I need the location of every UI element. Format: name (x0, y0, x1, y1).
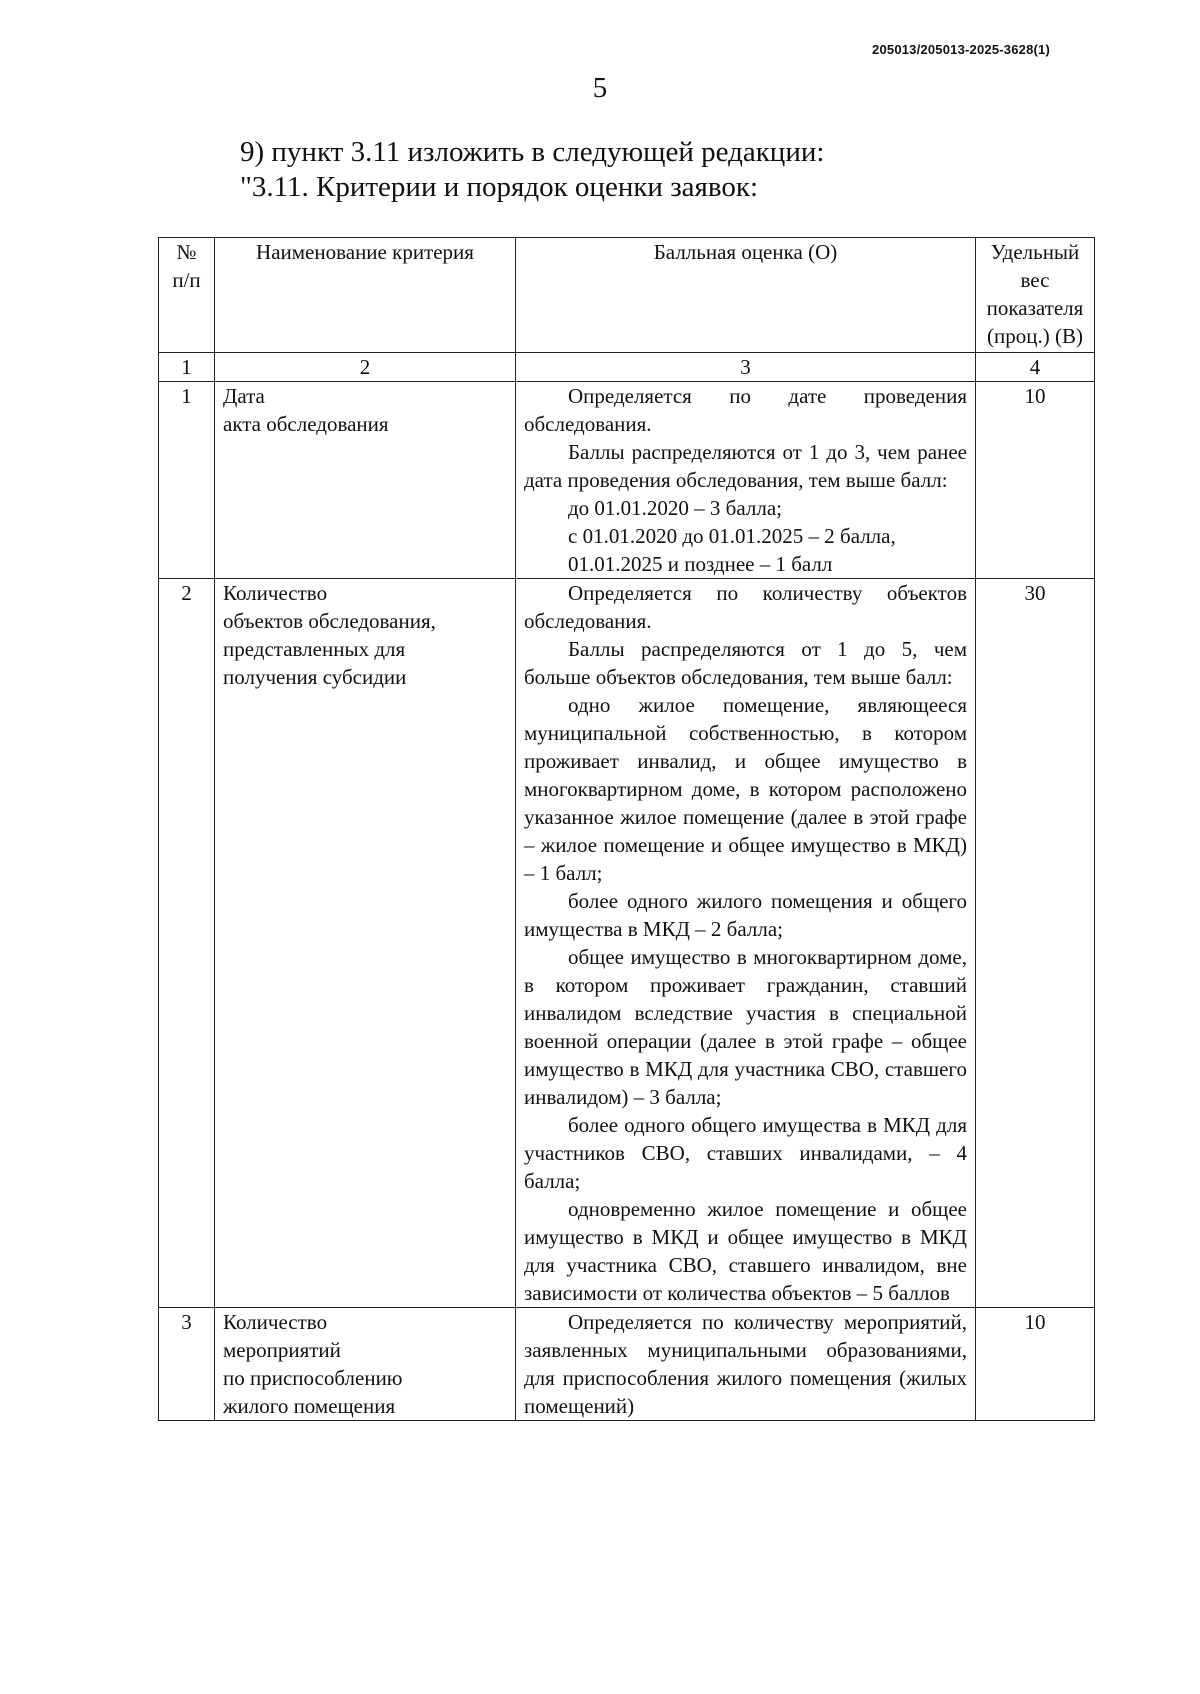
criterion-name-line: Количество (223, 581, 328, 605)
column-number: 3 (516, 353, 976, 382)
table-row (159, 579, 1095, 1308)
criterion-name-line: мероприятий (223, 1338, 341, 1362)
score-paragraph: более одного жилого помещения и общего имущества в МКД – 2 балла; (524, 889, 967, 941)
score-paragraph: одно жилое помещение, являющееся муниципальной собственностью, в котором проживает инвалид, и общее имущество в многоквартирном доме, в котором расположено указанное жилое помещение (далее в этой графе – жилое помещение и общее имущество в МКД) – 1 балл; (524, 693, 967, 885)
column-number: 2 (215, 353, 516, 382)
criterion-weight: 10 (976, 382, 1095, 579)
score-paragraph: Баллы распределяются от 1 до 5, чем больше объектов обследования, тем выше балл: (524, 637, 967, 689)
header-weight: Удельный вес показателя (проц.) (В) (976, 238, 1095, 353)
page-number: 5 (592, 72, 608, 104)
table-row (159, 382, 1095, 579)
score-paragraph: более одного общего имущества в МКД для участников СВО, ставших инвалидами, – 4 балла; (524, 1113, 967, 1193)
row-number: 3 (159, 1308, 215, 1421)
criterion-name-line: жилого помещения (223, 1394, 396, 1418)
criterion-name-line: представленных для (223, 637, 406, 661)
header-number: № п/п (159, 238, 215, 353)
criterion-score (516, 579, 976, 1308)
criterion-score (516, 1308, 976, 1421)
criterion-name (215, 382, 516, 579)
score-paragraph: Определяется по количеству мероприятий, заявленных муниципальными образованиями, для приспособления жилого помещения (жилых помещений) (524, 1310, 967, 1418)
criterion-score (516, 382, 976, 579)
criterion-name-line: объектов обследования, (223, 609, 436, 633)
criterion-name-line: получения субсидии (223, 665, 407, 689)
intro-line-2: "3.11. Критерии и порядок оценки заявок: (240, 171, 759, 203)
score-paragraph: общее имущество в многоквартирном доме, в котором проживает гражданин, ставший инвалидом вследствие участия в специальной военной операции (далее в этой графе – общее имущество в МКД для участника СВО, ставшего инвалидом) – 3 балла; (524, 945, 967, 1109)
score-paragraph: Определяется по количеству объектов обследования. (524, 581, 967, 633)
criterion-name (215, 579, 516, 1308)
criterion-name-line: по приспособлению (223, 1366, 403, 1390)
criteria-table (158, 237, 1095, 1421)
table-header-row (159, 238, 1095, 353)
criterion-name (215, 1308, 516, 1421)
score-paragraph: Определяется по дате проведения обследования. (524, 384, 967, 436)
criterion-name-line: Дата (223, 384, 265, 408)
table-column-numbers-row (159, 353, 1095, 382)
column-number: 1 (159, 353, 215, 382)
criterion-weight: 30 (976, 579, 1095, 1308)
criterion-name-line: Количество (223, 1310, 328, 1334)
header-criterion-name: Наименование критерия (215, 238, 516, 353)
score-paragraph: 01.01.2025 и позднее – 1 балл (568, 552, 833, 576)
criterion-name-line: акта обследования (223, 412, 389, 436)
criterion-weight: 10 (976, 1308, 1095, 1421)
table-row (159, 1308, 1095, 1421)
score-paragraph: с 01.01.2020 до 01.01.2025 – 2 балла, (568, 524, 896, 548)
column-number: 4 (976, 353, 1095, 382)
score-paragraph: до 01.01.2020 – 3 балла; (568, 496, 782, 520)
row-number: 1 (159, 382, 215, 579)
header-score: Балльная оценка (О) (516, 238, 976, 353)
score-paragraph: Баллы распределяются от 1 до 3, чем ранее дата проведения обследования, тем выше балл: (524, 440, 967, 492)
document-id: 205013/205013-2025-3628(1) (872, 42, 1050, 57)
score-paragraph: одновременно жилое помещение и общее имущество в МКД и общее имущество в МКД для участника СВО, ставшего инвалидом, вне зависимости от количества объектов – 5 баллов (524, 1197, 967, 1305)
intro-line-1: 9) пункт 3.11 изложить в следующей редакции: (240, 136, 825, 168)
row-number: 2 (159, 579, 215, 1308)
